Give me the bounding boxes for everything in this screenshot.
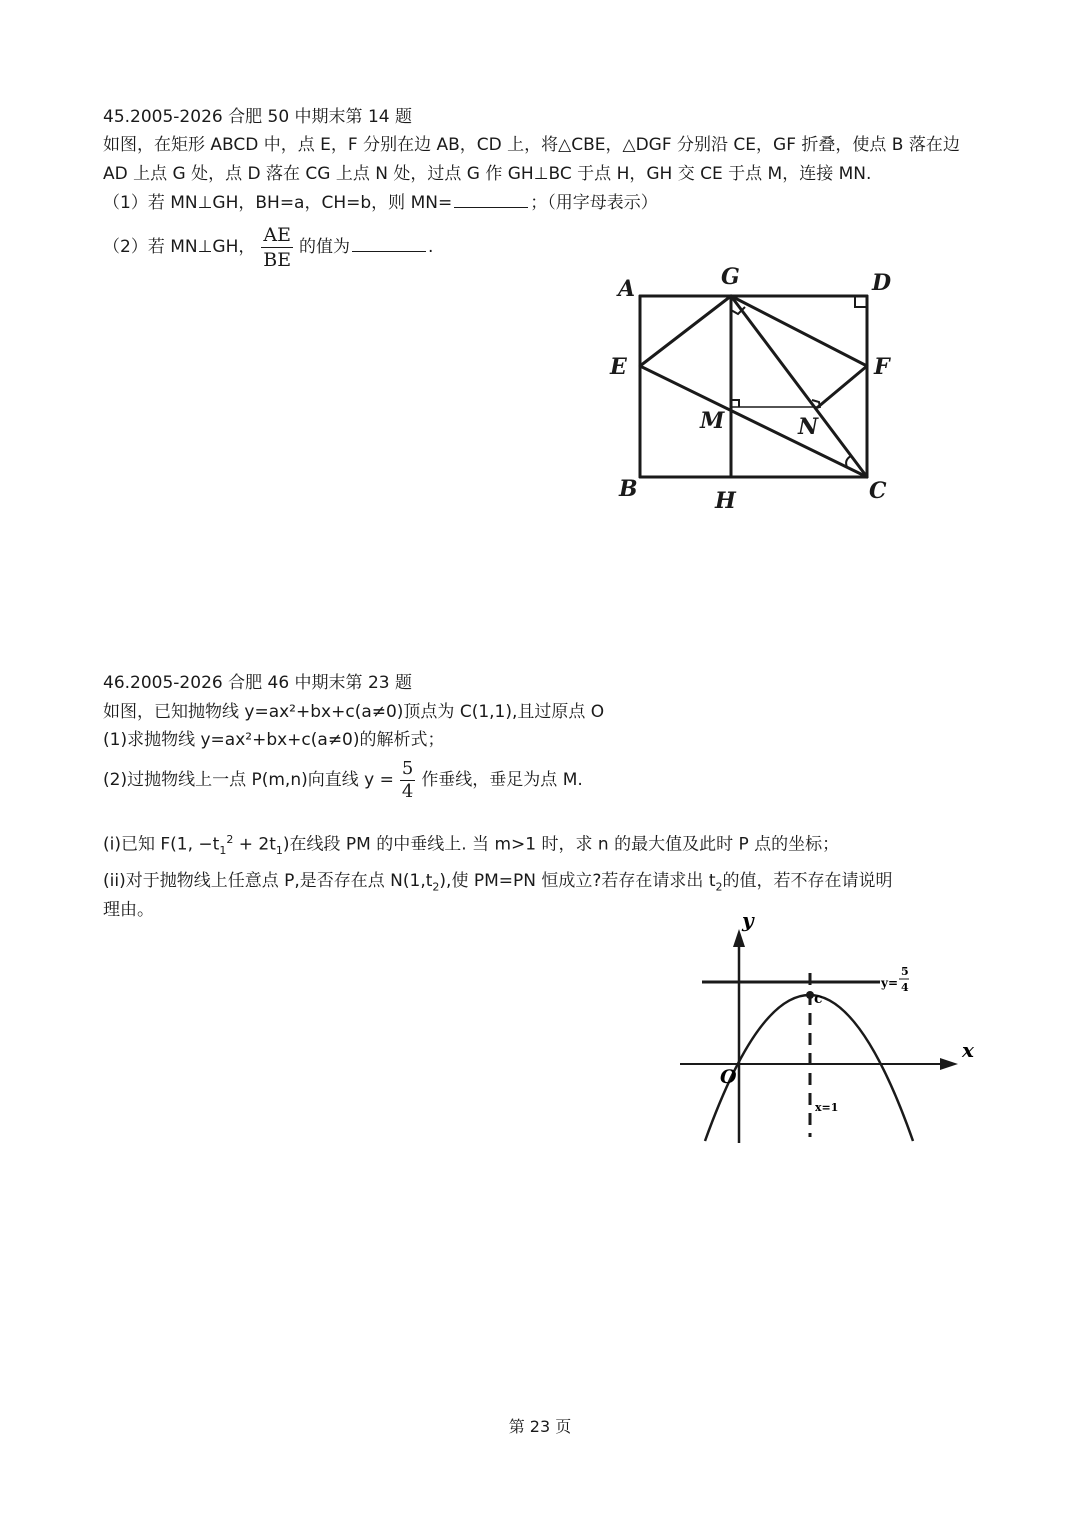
q46-part2-suffix: 作垂线，垂足为点 M. — [421, 770, 583, 790]
q45-statement-line2: AD 上点 G 处，点 D 落在 CG 上点 N 处，过点 G 作 GH⊥BC 于点 H，GH 交 CE 于点 M，连接 MN. — [103, 164, 872, 184]
label-B: B — [619, 476, 638, 502]
segment-GC — [731, 296, 867, 477]
q46-part2-i-mid: + 2t — [233, 834, 276, 855]
q46-line-fraction-numerator: 5 — [401, 757, 414, 779]
x-label: x — [962, 1038, 974, 1062]
q46-statement-line1: 如图，已知抛物线 y=ax²+bx+c(a≠0)顶点为 C(1,1),且过原点 O — [103, 702, 605, 722]
q46-part2-ii-end: 的值，若不存在请说明 — [722, 871, 893, 891]
q46-part1: (1)求抛物线 y=ax²+bx+c(a≠0)的解析式； — [103, 730, 445, 750]
q45-statement-line1: 如图，在矩形 ABCD 中，点 E，F 分别在边 AB，CD 上，将△CBE，△DGF 分别沿 CE，GF 折叠，使点 B 落在边 — [103, 135, 960, 155]
subscript-1b: 1 — [275, 844, 283, 858]
label-E: E — [610, 354, 627, 380]
q46-parabola-figure — [670, 905, 990, 1150]
label-A: A — [618, 276, 636, 302]
q45-part1-prefix: （1）若 MN⊥GH，BH=a，CH=b，则 MN= — [103, 193, 453, 213]
vertex-point — [806, 991, 814, 999]
q46-part2-i-suffix: )在线段 PM 的中垂线上. 当 m>1 时，求 n 的最大值及此时 P 点的坐标； — [282, 834, 840, 855]
q45-part2-answer-blank[interactable] — [352, 235, 426, 252]
q46-part2-i — [103, 829, 839, 862]
q46-title: 46.2005-2026 合肥 46 中期末第 23 题 — [103, 673, 412, 693]
y-label: y — [742, 908, 754, 932]
q46-part2-ii-mid: ),使 PM=PN 恒成立?若存在请求出 t — [439, 871, 716, 891]
q46-part2 — [103, 755, 583, 805]
q45-part2 — [103, 222, 433, 272]
q46-part2-ii-cont: 理由。 — [103, 900, 154, 920]
q45-part2-prefix: （2）若 MN⊥GH， — [103, 237, 256, 257]
label-D: D — [872, 270, 892, 296]
q45-ratio-denominator: BE — [263, 248, 292, 271]
q45-ratio-fraction — [261, 223, 293, 272]
x-axis-arrow-icon — [940, 1058, 958, 1070]
subscript-t2: 2 — [432, 880, 440, 894]
q45-part2-suffix: 的值为 — [298, 237, 350, 257]
line-label-prefix: y= — [881, 976, 899, 990]
vertex-label: c — [814, 991, 823, 1007]
right-angle-D — [855, 296, 867, 307]
segment-EC — [640, 366, 867, 477]
label-N: N — [798, 414, 819, 440]
label-M: M — [700, 408, 725, 434]
q46-line-fraction-denominator: 4 — [401, 780, 414, 802]
subscript-1: 1 — [219, 844, 227, 858]
q45-geometry-figure — [600, 262, 910, 522]
q46-line-fraction — [400, 758, 415, 803]
q45-part1-answer-blank[interactable] — [454, 191, 528, 208]
segment-EG — [640, 296, 731, 366]
line-label-denominator: 4 — [901, 981, 909, 994]
subscript-t2b: 2 — [715, 880, 723, 894]
q46-part2-ii-prefix: (ii)对于抛物线上任意点 P,是否存在点 N(1,t — [103, 871, 433, 891]
label-C: C — [869, 478, 887, 504]
q45-ratio-numerator: AE — [263, 223, 291, 246]
axis-label: x=1 — [815, 1101, 839, 1114]
q45-part1-suffix: ；（用字母表示） — [530, 193, 658, 213]
q46-part2-prefix: (2)过抛物线上一点 P(m,n)向直线 y = — [103, 770, 394, 790]
page-number: 第 23 页 — [508, 1417, 572, 1436]
label-G: G — [721, 264, 740, 290]
q46-part2-ii — [103, 870, 893, 898]
q45-part2-end: . — [427, 237, 434, 257]
label-H: H — [715, 488, 736, 514]
angle-arc-C — [846, 456, 851, 467]
q45-part1 — [103, 191, 658, 214]
line-label-numerator: 5 — [901, 965, 909, 978]
label-F: F — [874, 354, 890, 380]
origin-label: O — [720, 1066, 737, 1088]
q45-title: 45.2005-2026 合肥 50 中期末第 14 题 — [103, 107, 412, 127]
superscript-2: 2 — [226, 833, 234, 846]
segment-FN — [818, 366, 867, 407]
q46-part2-i-prefix: (i)已知 F(1, −t — [103, 834, 220, 855]
segment-GF — [731, 296, 867, 366]
